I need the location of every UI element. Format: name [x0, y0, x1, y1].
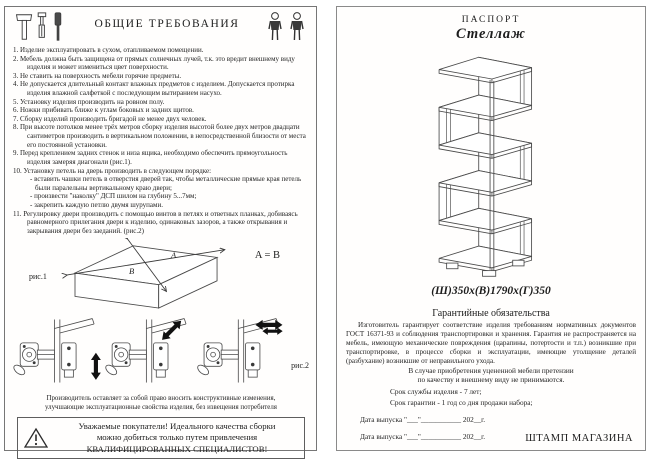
diagonal-formula: A = B [254, 250, 281, 262]
list-item [13, 46, 309, 55]
item-number: 4. [13, 80, 19, 89]
manufacturer-note-line2: улучшающие эксплуатационные свойства изделия, без извещения потребителя [45, 404, 277, 412]
list-item [13, 55, 309, 72]
release-date-line: Дата выпуска "___"___________ 202__г. [360, 414, 486, 424]
item-number: 7. [13, 114, 19, 123]
list-subitem: - произвести "наколку" ДСП шилом на глубину 5...7мм; [30, 192, 197, 201]
item-number: 11. [13, 209, 22, 218]
item-text: Установку изделия производить на ровном полу. [20, 97, 165, 106]
warranty-text: Изготовитель гарантирует соответствие изделия требованиям нормативных документов ГОСТ 16371-93 и соблюдения транспортировки и хранения. Гарантия не распространяется на мебель, имеющую механические повреждения (царапины, потертости и т.п.) возникшие при транспортировке, в процессе сборки и эксплуатации, имеющие утолщение деталей (разбухание) возникшие от неправильного ухода. [346, 321, 636, 365]
shelf-drawing-wrap [346, 45, 636, 283]
passport-panel [336, 6, 646, 451]
two-persons-icon [265, 11, 309, 43]
item-number: 1. [13, 46, 19, 54]
list-item [13, 72, 309, 81]
warranty-period: Срок гарантии - 1 год со дня продажи набора; [390, 397, 533, 407]
shelving-unit-drawing [418, 45, 564, 281]
item-text: Изделие эксплуатировать в сухом, отапливаемом помещении. [20, 46, 204, 54]
manufacturer-note-line1: Производитель оставляет за собой право вносить конструктивные изменения, [46, 395, 276, 403]
warning-triangle-icon [24, 427, 48, 449]
item-number: 10. [13, 166, 22, 175]
item-number: 6. [13, 106, 19, 115]
list-item [13, 115, 309, 124]
tools-icon [13, 11, 69, 43]
quality-warning-text [56, 421, 298, 454]
warning-line3: КВАЛИФИЦИРОВАННЫХ СПЕЦИАЛИСТОВ! [86, 443, 268, 454]
warning-line2: можно добиться только путем привлечения [96, 432, 258, 443]
list-item [13, 80, 309, 97]
item-number: 9. [13, 149, 19, 158]
diagonal-a-letter: A [171, 250, 177, 261]
product-dimensions: (Ш)350х(В)1790х(Г)350 [431, 285, 551, 297]
list-item [13, 167, 309, 176]
service-life: Срок службы изделия - 7 лет; [390, 386, 482, 396]
diagonal-b-letter: B [129, 266, 135, 277]
product-name: Стеллаж [456, 26, 526, 42]
item-text: При высоте потолков менее трёх метров сборку изделия высотой более двух метров двадцати сантиметров производить в вертикальном положении, в непосредственной близости от места его постоянной установки. [20, 123, 306, 149]
requirements-list [13, 46, 309, 235]
item-number: 5. [13, 97, 19, 106]
figure-1-label: рис.1 [29, 272, 47, 282]
hinge-adjustment-drawing [13, 311, 285, 391]
item-text: Мебель должна быть защищена от прямых солнечных лучей, т.к. это вредит внешнему виду изделия и может измениться цвет поверхности. [20, 54, 295, 72]
warning-line1: Уважаемые покупатели! Идеального качества сборки [78, 421, 276, 432]
item-number: 3. [13, 71, 19, 80]
item-number: 2. [13, 54, 19, 63]
release-date-line: Дата выпуска "___"___________ 202__г. [360, 431, 486, 441]
list-item [13, 149, 309, 166]
list-subitem: - вставить чашки петель в отверстия дверей так, чтобы металлические прямые края петель были паралельны вертикальному краю двери; [30, 175, 302, 192]
item-text: Установку петель на дверь производить в следующем порядке: [23, 166, 212, 175]
item-text: Ножки прибивать ближе к углам боковых и задних щитов. [20, 106, 194, 115]
figure-2-label: рис.2 [291, 360, 309, 370]
list-item [13, 123, 309, 149]
list-item [13, 210, 309, 236]
manufacturer-note [13, 395, 309, 413]
diagonal-check-drawing [57, 238, 237, 310]
warranty-title: Гарантийные обязательства [432, 308, 550, 319]
item-text: Перед креплением задних стенок и низа ящика, необходимо обеспечить прямоугольность изделия замеряя диагонали (рис.1). [20, 149, 288, 166]
figure-1 [13, 238, 309, 310]
list-subitem: - закрепить каждую петлю двумя шурупами. [30, 200, 163, 209]
item-text: Не ставить на поверхность мебели горячие предметы. [20, 71, 182, 80]
general-requirements-panel [4, 6, 317, 454]
doc-type-title: ПАСПОРТ [461, 15, 521, 25]
item-text: Регулировку двери производить с помощью винтов в петлях и ответных планках, добиваясь равномерного прилегания двери к изделию, одинаковых зазоров, а также открывания и закрывания двери без заеданий. (рис.2) [23, 209, 298, 235]
claims-line2: по качеству и внешнему виду не принимаются. [417, 375, 565, 385]
figure-2 [13, 310, 309, 392]
claims-line1: В случае приобретения уцененной мебели претензии [408, 365, 574, 375]
quality-warning-box [17, 417, 305, 458]
page-title: ОБЩИЕ ТРЕБОВАНИЯ [94, 18, 240, 30]
list-item [13, 98, 309, 107]
item-text: Сборку изделий производить бригадой не менее двух человек. [20, 114, 207, 123]
item-number: 8. [13, 123, 19, 132]
list-item [13, 106, 309, 115]
item-text: Не допускается длительный контакт влажных предметов с изделием. Допускается протирка изделия влажной салфеткой с последующим вытиранием насухо. [20, 80, 295, 98]
left-header [13, 11, 309, 43]
shop-stamp-label: ШТАМП МАГАЗИНА [525, 433, 633, 444]
